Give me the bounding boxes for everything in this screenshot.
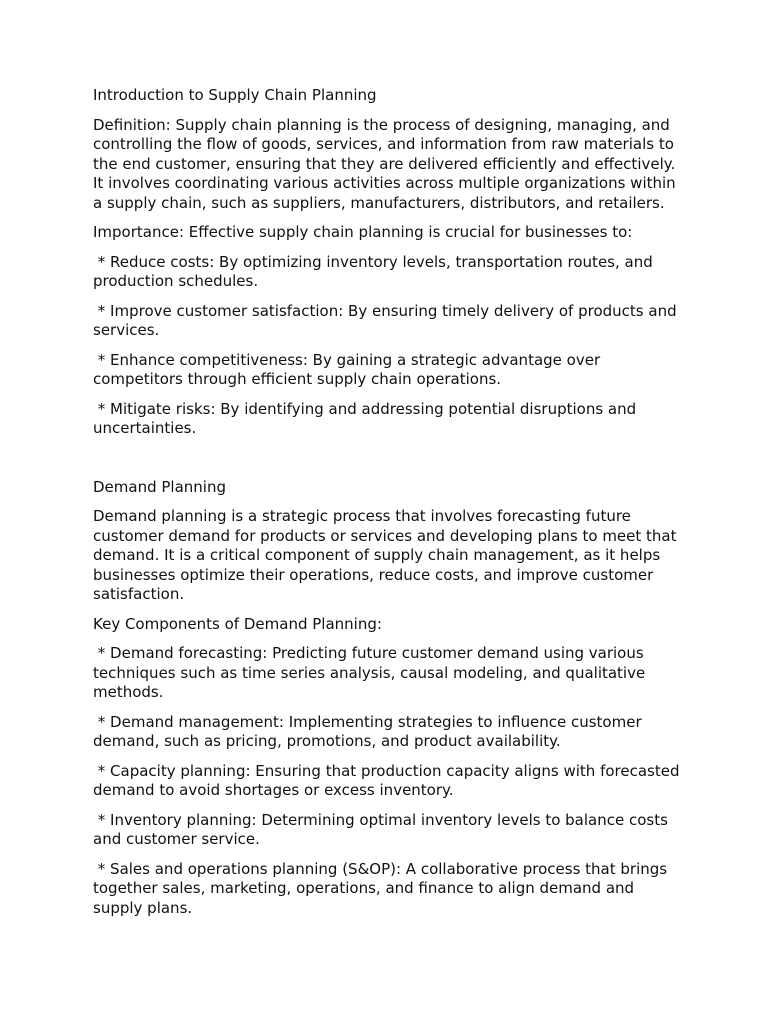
section-title-introduction: Introduction to Supply Chain Planning	[93, 86, 377, 104]
bullet-enhance-competitiveness: * Enhance competitiveness: By gaining a strategic advantage over competitors through efficient supply chain operations.	[93, 350, 605, 388]
bullet-sales-operations-planning: * Sales and operations planning (S&OP): A collaborative process that brings together sales, marketing, operations, and finance to align demand and supply plans.	[93, 859, 672, 917]
section-title-demand-planning: Demand Planning	[93, 477, 226, 496]
bullet-demand-forecasting: * Demand forecasting: Predicting future customer demand using various techniques such as time series analysis, causal modeling, and qualitative methods.	[93, 644, 650, 701]
document-page	[93, 86, 683, 928]
bullet-inventory-planning: * Inventory planning: Determining optimal inventory levels to balance costs and customer service.	[93, 810, 673, 848]
section-spacer	[93, 449, 683, 478]
bullet-reduce-costs: * Reduce costs: By optimizing inventory levels, transportation routes, and production schedules.	[93, 252, 658, 290]
key-components-heading: Key Components of Demand Planning:	[93, 614, 382, 633]
bullet-capacity-planning: * Capacity planning: Ensuring that production capacity aligns with forecasted demand to avoid shortages or excess inventory.	[93, 761, 685, 799]
bullet-mitigate-risks: * Mitigate risks: By identifying and addressing potential disruptions and uncertainties.	[93, 399, 641, 437]
definition-paragraph: Definition: Supply chain planning is the process of designing, managing, and controlling the flow of goods, services, and information from raw materials to the end customer, ensuring that they are delivered efficiently and effectively. It involves coordinating various activities across multiple organizations within a supply chain, such as suppliers, manufacturers, distributors, and retailers.	[93, 115, 676, 212]
bullet-improve-satisfaction: * Improve customer satisfaction: By ensuring timely delivery of products and services.	[93, 301, 682, 339]
demand-intro-paragraph: Demand planning is a strategic process that involves forecasting future customer demand for products or services and developing plans to meet that demand. It is a critical component of supply chain management, as it helps businesses optimize their operations, reduce costs, and improve customer satisfaction.	[93, 507, 677, 603]
importance-paragraph: Importance: Effective supply chain planning is crucial for businesses to:	[93, 223, 633, 241]
bullet-demand-management: * Demand management: Implementing strategies to influence customer demand, such as pricing, promotions, and product availability.	[93, 712, 647, 750]
